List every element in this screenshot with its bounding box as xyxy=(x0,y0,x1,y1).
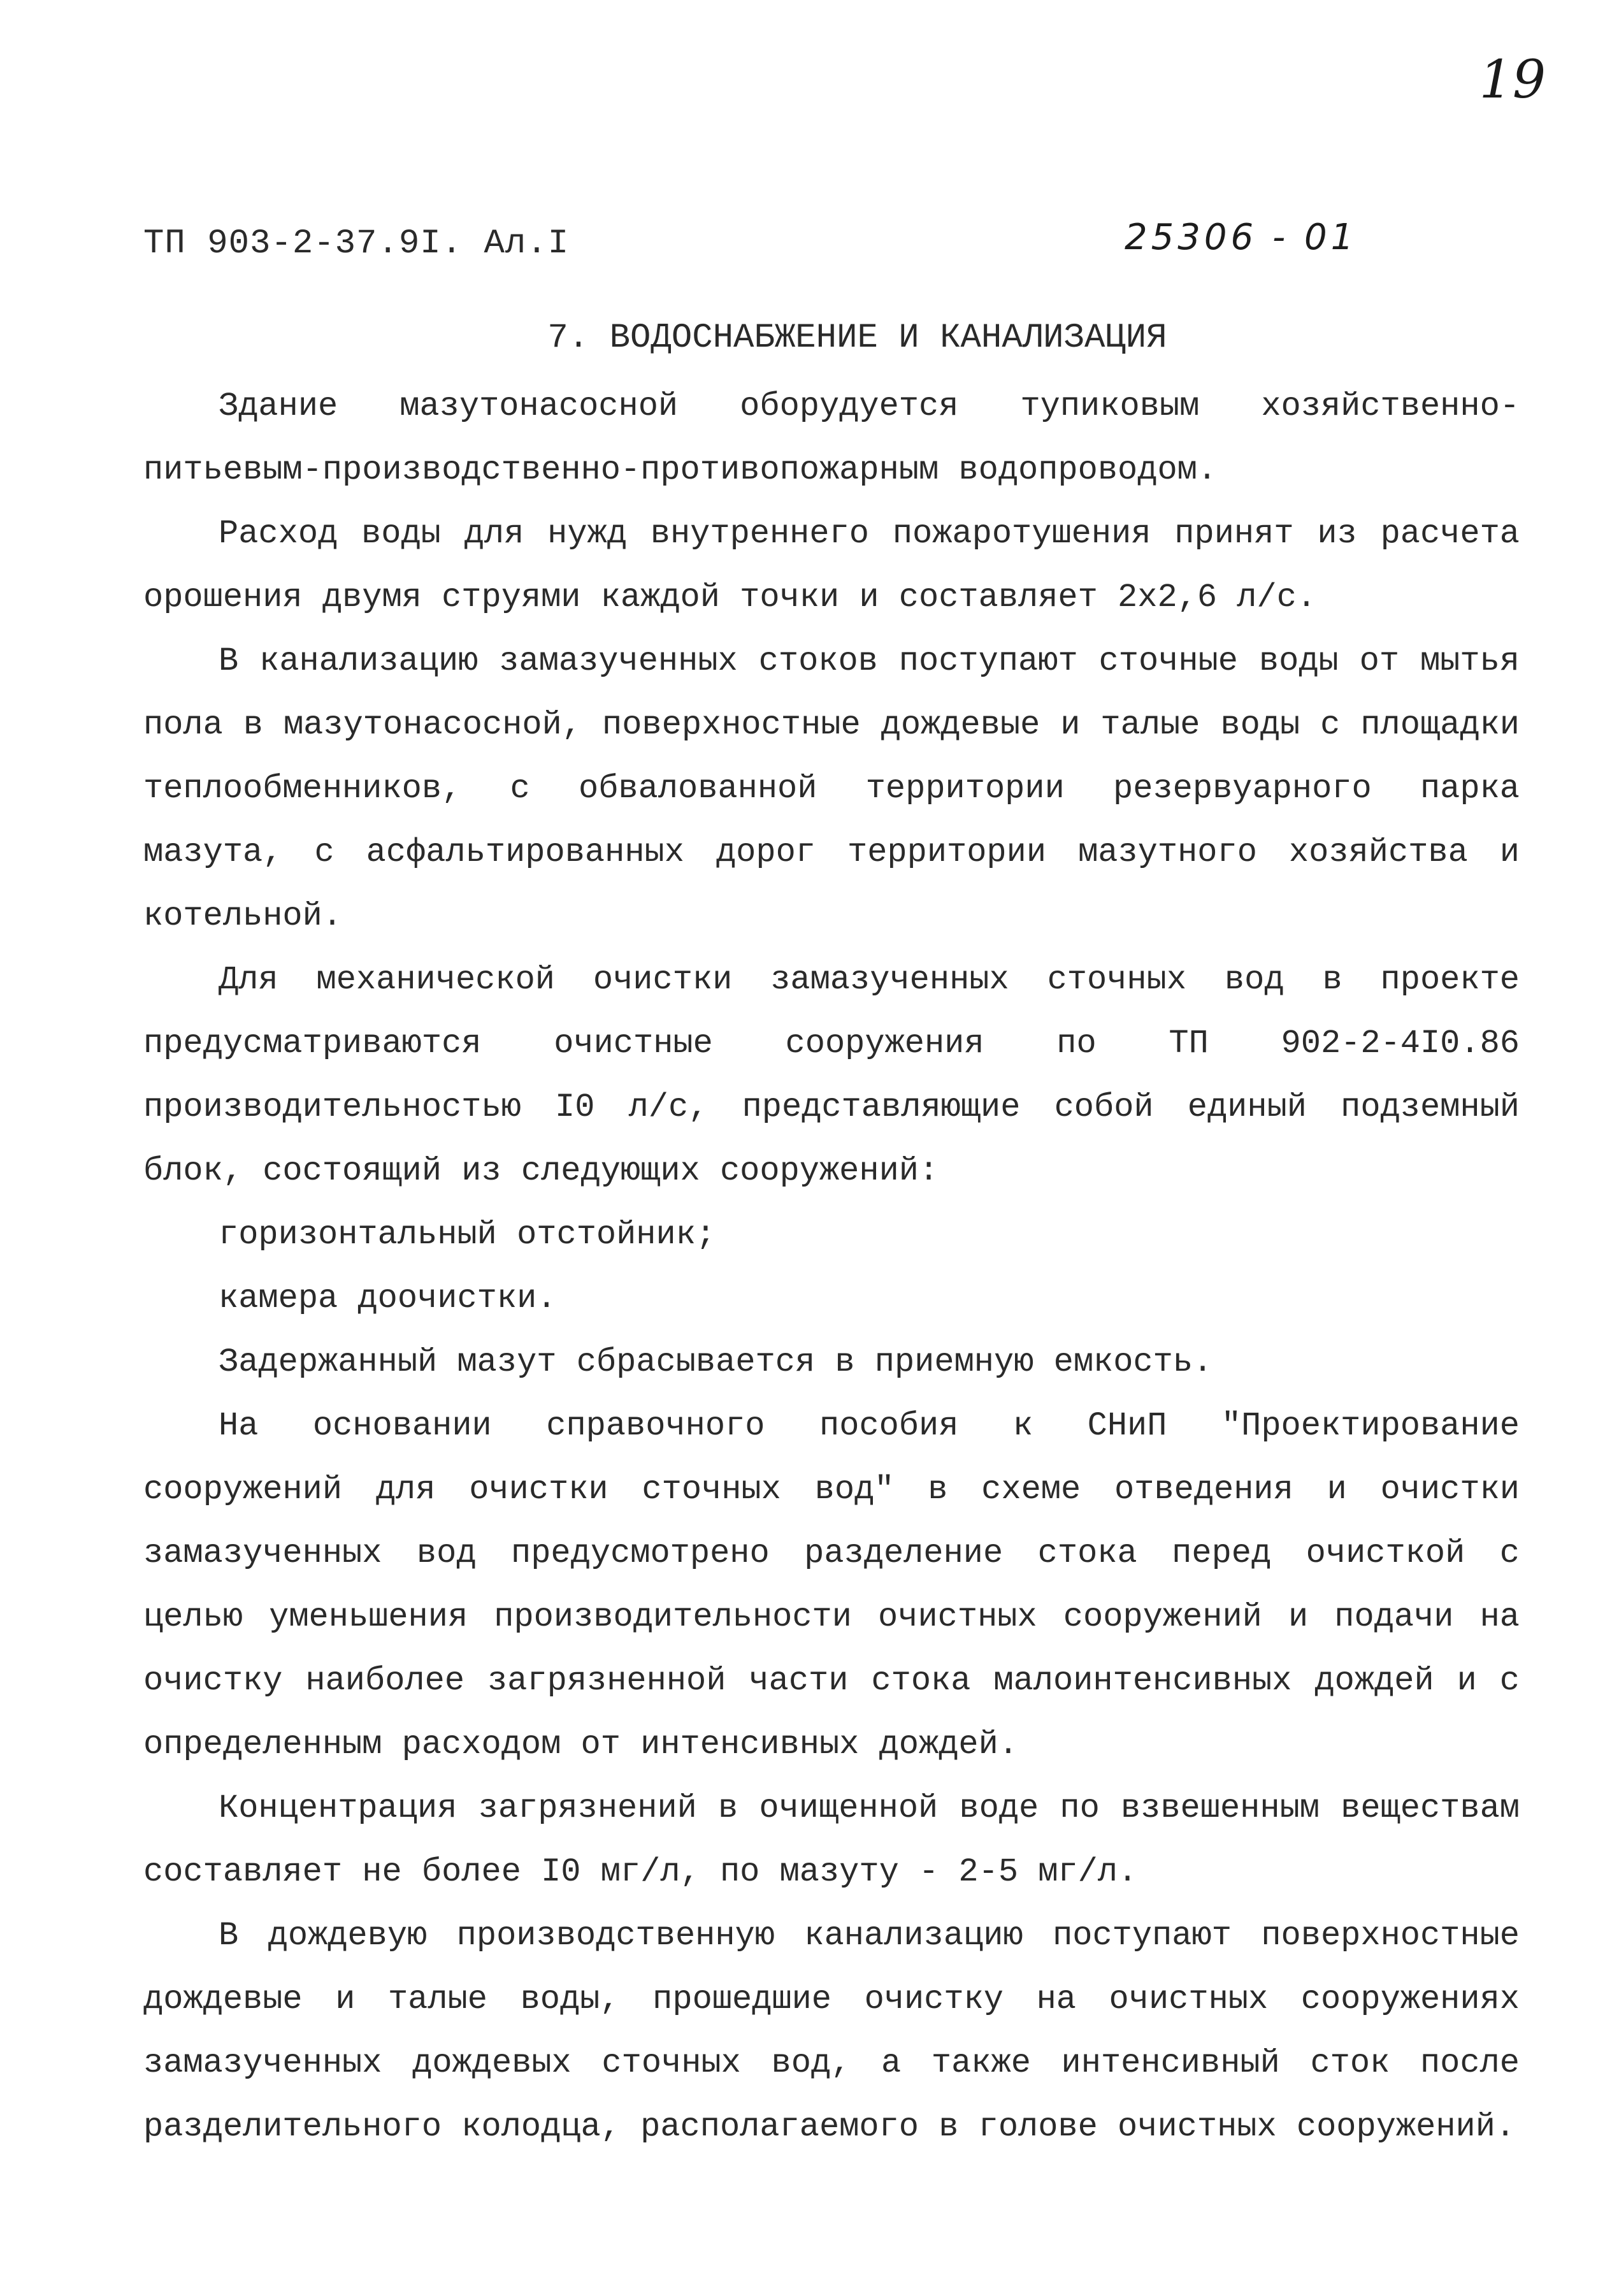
archive-number: 25306 - 01 xyxy=(1125,217,1358,258)
list-item-post-treatment: камера доочистки. xyxy=(219,1280,557,1317)
document-body xyxy=(143,375,1520,2159)
paragraph-storm-sewer: В дождевую производственную канализацию поступают поверхностные дождевые и талые воды, прошедшие очистку на очистных сооружениях замазученных дождевых сточных вод, а также интенсивный сток после разделительного колодца, располагаемого в голове очистных сооружений. xyxy=(143,1917,1520,2146)
paragraph-treatment-facilities: Для механической очистки замазученных сточных вод в проекте предусматриваются очистные сооружения по ТП 902-2-4I0.86 производительностью I0 л/с, представляющие собой единый подземный блок, состоящий из следующих сооружений: xyxy=(143,961,1520,1190)
paragraph-water-supply: Здание мазутонасосной оборудуется тупиковым хозяйственно-питьевым-производственно-противопожарным водопроводом. xyxy=(143,387,1520,489)
paragraph-oily-sewer-inflow: В канализацию замазученных стоков поступают сточные воды от мытья пола в мазутонасосной, поверхностные дождевые и талые воды с площадки теплообменников, с обвалованной территории резервуарного парка мазута, с асфальтированных дорог территории мазутного хозяйства и котельной. xyxy=(143,642,1520,935)
page-number: 19 xyxy=(1479,50,1546,110)
paragraph-pollutant-concentration: Концентрация загрязнений в очищенной воде по взвешенным веществам составляет не более I0 мг/л, по мазуту - 2-5 мг/л. xyxy=(143,1789,1520,1891)
paragraph-retained-fuel-oil: Задержанный мазут сбрасывается в приемную емкость. xyxy=(219,1343,1213,1381)
paragraph-flow-separation: На основании справочного пособия к СНиП "Проектирование сооружений для очистки сточных вод" в схеме отведения и очистки замазученных вод предусмотрено разделение стока перед очисткой с целью уменьшения производительности очистных сооружений и подачи на очистку наиболее загрязненной части стока малоинтенсивных дождей и с определенным расходом от интенсивных дождей. xyxy=(143,1407,1520,1763)
list-item-settler: горизонтальный отстойник; xyxy=(219,1216,716,1253)
paragraph-fire-water-flow: Расход воды для нужд внутреннего пожаротушения принят из расчета орошения двумя струями каждой точки и составляет 2х2,6 л/с. xyxy=(143,515,1520,616)
section-title: 7. ВОДОСНАБЖЕНИЕ И КАНАЛИЗАЦИЯ xyxy=(547,319,1167,357)
document-code: ТП 903-2-37.9I. Ал.I xyxy=(143,224,570,263)
